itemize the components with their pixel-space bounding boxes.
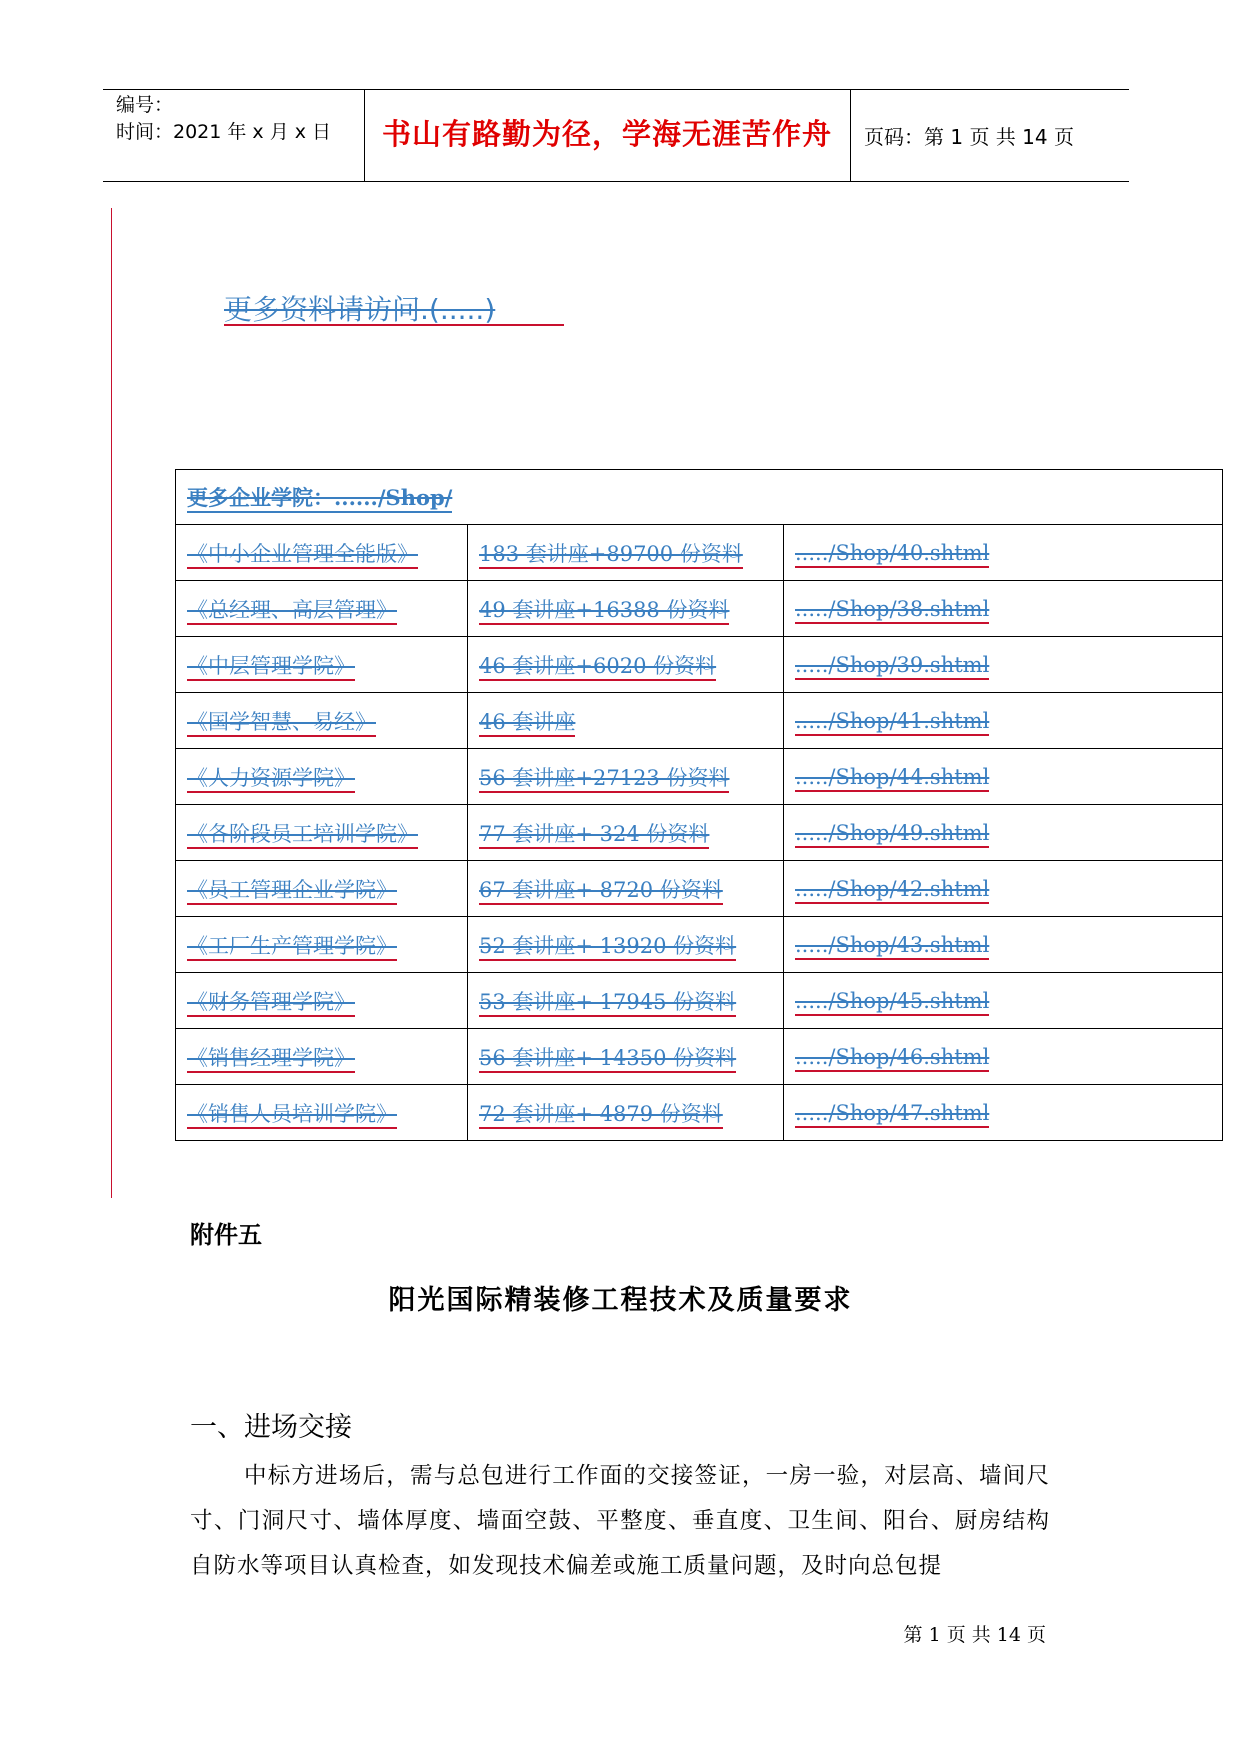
header-meta: [116, 92, 331, 146]
table-row: [176, 693, 1223, 749]
table-row: [176, 581, 1223, 637]
header-bottom-rule: [103, 181, 1129, 182]
library-url[interactable]: ...../Shop/49.shtml: [784, 805, 1223, 861]
library-desc[interactable]: 72 套讲座+ 4879 份资料: [468, 1085, 784, 1141]
library-desc[interactable]: 49 套讲座+16388 份资料: [468, 581, 784, 637]
library-url[interactable]: ...../Shop/45.shtml: [784, 973, 1223, 1029]
library-url[interactable]: ...../Shop/47.shtml: [784, 1085, 1223, 1141]
library-desc[interactable]: 46 套讲座: [468, 693, 784, 749]
library-desc[interactable]: 56 套讲座+27123 份资料: [468, 749, 784, 805]
library-table-header-row: [176, 470, 1223, 525]
library-name[interactable]: 《销售人员培训学院》: [176, 1085, 468, 1141]
header-divider-right: [850, 89, 851, 181]
table-row: [176, 917, 1223, 973]
table-row: [176, 805, 1223, 861]
library-name[interactable]: 《各阶段员工培训学院》: [176, 805, 468, 861]
section-paragraph: 中标方进场后，需与总包进行工作面的交接签证，一房一验，对层高、墙间尺寸、门洞尺寸、墙体厚度、墙面空鼓、平整度、垂直度、卫生间、阳台、厨房结构自防水等项目认真检查，如发现技术偏差或施工质量问题，及时向总包提: [190, 1463, 1050, 1579]
section-heading: 一、进场交接: [190, 1412, 352, 1443]
header-motto: 书山有路勤为径，学海无涯苦作舟: [381, 117, 832, 151]
table-row: [176, 749, 1223, 805]
table-row: [176, 637, 1223, 693]
header-time: 时间：2021 年 x 月 x 日: [116, 121, 332, 143]
document-title: 阳光国际精装修工程技术及质量要求: [388, 1285, 853, 1316]
library-name[interactable]: 《总经理、高层管理》: [176, 581, 468, 637]
library-desc[interactable]: 56 套讲座+ 14350 份资料: [468, 1029, 784, 1085]
library-name[interactable]: 《中小企业管理全能版》: [176, 525, 468, 581]
library-table: [175, 469, 1223, 1141]
library-name[interactable]: 《财务管理学院》: [176, 973, 468, 1029]
page-footer: 第 1 页 共 14 页: [903, 1624, 1046, 1646]
library-url[interactable]: ...../Shop/43.shtml: [784, 917, 1223, 973]
header-number-label: 编号：: [116, 94, 174, 116]
library-table-header[interactable]: 更多企业学院：....../Shop/: [176, 470, 1223, 525]
table-row: [176, 1085, 1223, 1141]
library-name[interactable]: 《人力资源学院》: [176, 749, 468, 805]
library-url[interactable]: ...../Shop/39.shtml: [784, 637, 1223, 693]
header-top-rule: [103, 89, 1129, 90]
more-resources-link[interactable]: 更多资料请访问.(.....): [224, 293, 496, 326]
library-name[interactable]: 《中层管理学院》: [176, 637, 468, 693]
table-row: [176, 861, 1223, 917]
table-row: [176, 525, 1223, 581]
table-row: [176, 973, 1223, 1029]
library-url[interactable]: ...../Shop/41.shtml: [784, 693, 1223, 749]
library-desc[interactable]: 53 套讲座+ 17945 份资料: [468, 973, 784, 1029]
library-name[interactable]: 《销售经理学院》: [176, 1029, 468, 1085]
library-desc[interactable]: 183 套讲座+89700 份资料: [468, 525, 784, 581]
library-url[interactable]: ...../Shop/38.shtml: [784, 581, 1223, 637]
header-page-info: 页码：第 1 页 共 14 页: [864, 125, 1074, 149]
library-desc[interactable]: 46 套讲座+6020 份资料: [468, 637, 784, 693]
more-resources-underline: [224, 324, 564, 326]
attachment-label: 附件五: [190, 1221, 262, 1249]
library-name[interactable]: 《国学智慧、易经》: [176, 693, 468, 749]
revision-change-bar: [111, 208, 112, 1198]
library-url[interactable]: ...../Shop/42.shtml: [784, 861, 1223, 917]
table-row: [176, 1029, 1223, 1085]
library-desc[interactable]: 67 套讲座+ 8720 份资料: [468, 861, 784, 917]
library-desc[interactable]: 77 套讲座+ 324 份资料: [468, 805, 784, 861]
library-url[interactable]: ...../Shop/40.shtml: [784, 525, 1223, 581]
library-name[interactable]: 《员工管理企业学院》: [176, 861, 468, 917]
library-name[interactable]: 《工厂生产管理学院》: [176, 917, 468, 973]
library-url[interactable]: ...../Shop/46.shtml: [784, 1029, 1223, 1085]
library-desc[interactable]: 52 套讲座+ 13920 份资料: [468, 917, 784, 973]
library-url[interactable]: ...../Shop/44.shtml: [784, 749, 1223, 805]
